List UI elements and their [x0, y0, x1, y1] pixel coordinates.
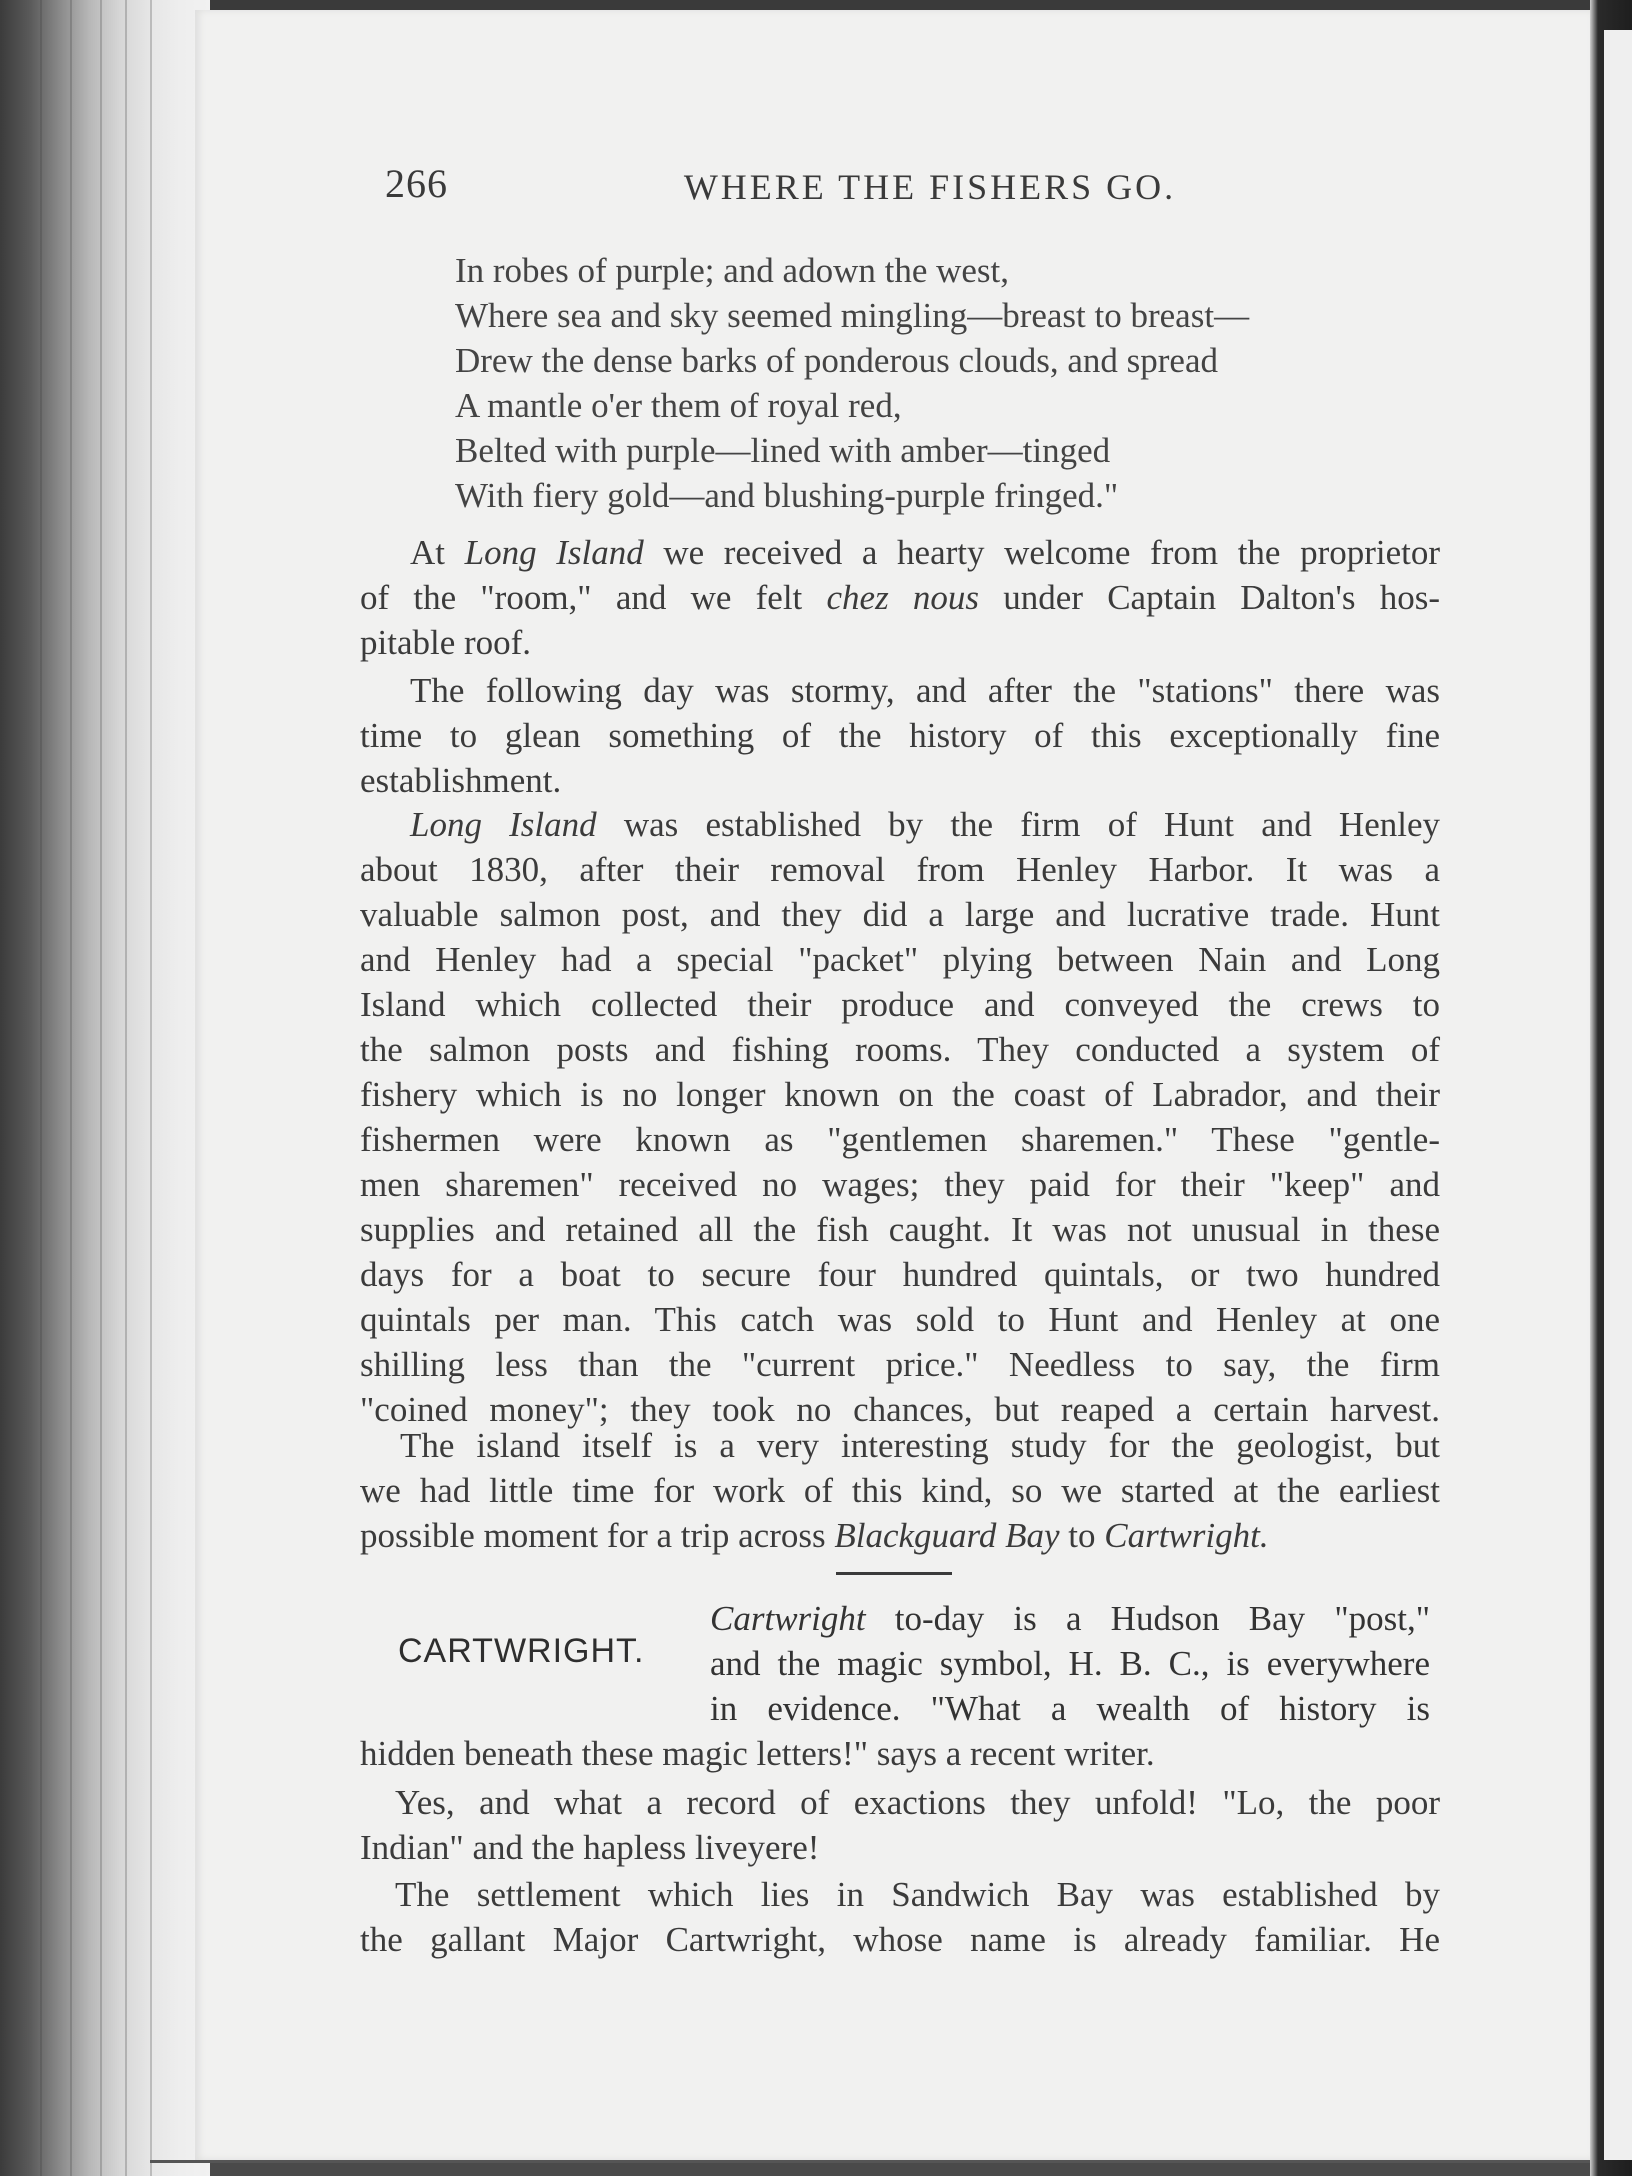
text-line: Indian" and the hapless liveyere! [360, 1828, 820, 1867]
paragraph-sandwich-bay [360, 1872, 1440, 1962]
text-line: The following day was stormy, and after the "stations" there was [410, 671, 1440, 710]
text-run: of the "room," and we felt [360, 578, 827, 617]
cartwright-intro-narrow [710, 1596, 1430, 1731]
book-page-edges [0, 0, 210, 2176]
text-line: Island which collected their produce and conveyed the crews to [360, 985, 1440, 1024]
text-line: The island itself is a very interesting study for the geologist, but [400, 1426, 1440, 1465]
text-line: in evidence. "What a wealth of history is [710, 1689, 1430, 1728]
text-line: shilling less than the "current price." Needless to say, the firm [360, 1345, 1440, 1384]
italic-place-name: Blackguard Bay [834, 1516, 1060, 1555]
italic-place-name: Long Island [410, 805, 597, 844]
text-line: the gallant Major Cartwright, whose name is already familiar. He [360, 1920, 1440, 1959]
text-line [360, 575, 1440, 620]
text-run: was established by the firm of Hunt and Henley [596, 805, 1440, 844]
poem-line: A mantle o'er them of royal red, [455, 386, 902, 425]
page-bottom-edge [150, 2160, 1590, 2163]
text-line: time to glean something of the history of this exceptionally fine [360, 716, 1440, 755]
text-run: we received a hearty welcome from the proprietor [643, 533, 1441, 572]
text-line: days for a boat to secure four hundred quintals, or two hundred [360, 1255, 1440, 1294]
italic-place-name: Cartwright. [1104, 1516, 1269, 1555]
italic-place-name: Cartwright [710, 1599, 866, 1638]
italic-phrase: chez nous [826, 578, 980, 617]
text-line: men sharemen" received no wages; they paid for their "keep" and [360, 1165, 1440, 1204]
poem-line: Belted with purple—lined with amber—tinged [455, 431, 1111, 470]
text-line: The settlement which lies in Sandwich Bay was established by [395, 1875, 1440, 1914]
section-side-heading: CARTWRIGHT. [398, 1632, 645, 1670]
italic-place-name: Long Island [464, 533, 644, 572]
poem-block [455, 248, 1435, 518]
text-line: establishment. [360, 761, 562, 800]
page-edge-line [125, 0, 127, 2176]
text-line: fishery which is no longer known on the coast of Labrador, and their [360, 1075, 1440, 1114]
facing-page-sliver [1604, 30, 1632, 2160]
text-line: about 1830, after their removal from Henley Harbor. It was a [360, 850, 1440, 889]
text-line [710, 1596, 1430, 1641]
facing-page-edge [1590, 0, 1632, 2176]
text-run: At [410, 533, 465, 572]
text-line [360, 802, 1440, 847]
page-edge-line [70, 0, 72, 2176]
paragraph-stormy-day [360, 668, 1440, 803]
poem-line: In robes of purple; and adown the west, [455, 251, 1010, 290]
text-run: to-day is a Hudson Bay "post," [865, 1599, 1430, 1638]
section-divider [836, 1572, 952, 1575]
text-run: to [1059, 1516, 1105, 1555]
text-line: Yes, and what a record of exactions they unfold! "Lo, the poor [395, 1783, 1440, 1822]
page-number: 266 [385, 161, 448, 206]
text-run: possible moment for a trip across [360, 1516, 835, 1555]
text-line: and the magic symbol, H. B. C., is everywhere [710, 1644, 1430, 1683]
text-line [360, 530, 1440, 575]
poem-line: With fiery gold—and blushing-purple fringed." [455, 476, 1119, 515]
text-line: quintals per man. This catch was sold to Hunt and Henley at one [360, 1300, 1440, 1339]
running-head [385, 160, 1445, 210]
poem-line: Drew the dense barks of ponderous clouds, and spread [455, 341, 1218, 380]
paragraph-hunt-and-henley [360, 802, 1440, 1432]
paragraph-geologist [360, 1423, 1440, 1558]
text-line: supplies and retained all the fish caught. It was not unusual in these [360, 1210, 1440, 1249]
text-line: valuable salmon post, and they did a large and lucrative trade. Hunt [360, 895, 1440, 934]
paragraph-long-island-welcome [360, 530, 1440, 665]
text-line: and Henley had a special "packet" plying between Nain and Long [360, 940, 1440, 979]
text-line: "coined money"; they took no chances, but reaped a certain harvest. [360, 1390, 1440, 1429]
poem-line: Where sea and sky seemed mingling—breast to breast— [455, 296, 1250, 335]
page-edge-line [150, 0, 152, 2176]
text-line: we had little time for work of this kind, so we started at the earliest [360, 1471, 1440, 1510]
running-head-title: WHERE THE FISHERS GO. [683, 167, 1177, 207]
paragraph-exactions [360, 1780, 1440, 1870]
text-run: under Captain Dalton's hos- [979, 578, 1440, 617]
text-line: the salmon posts and fishing rooms. They conducted a system of [360, 1030, 1440, 1069]
text-line [360, 1513, 1440, 1558]
text-line: hidden beneath these magic letters!" says a recent writer. [360, 1734, 1155, 1773]
page-edge-line [40, 0, 42, 2176]
cartwright-intro-full [360, 1731, 1440, 1776]
text-line: pitable roof. [360, 623, 532, 662]
page-edge-line [100, 0, 102, 2176]
text-line: fishermen were known as "gentlemen sharemen." These "gentle- [360, 1120, 1440, 1159]
